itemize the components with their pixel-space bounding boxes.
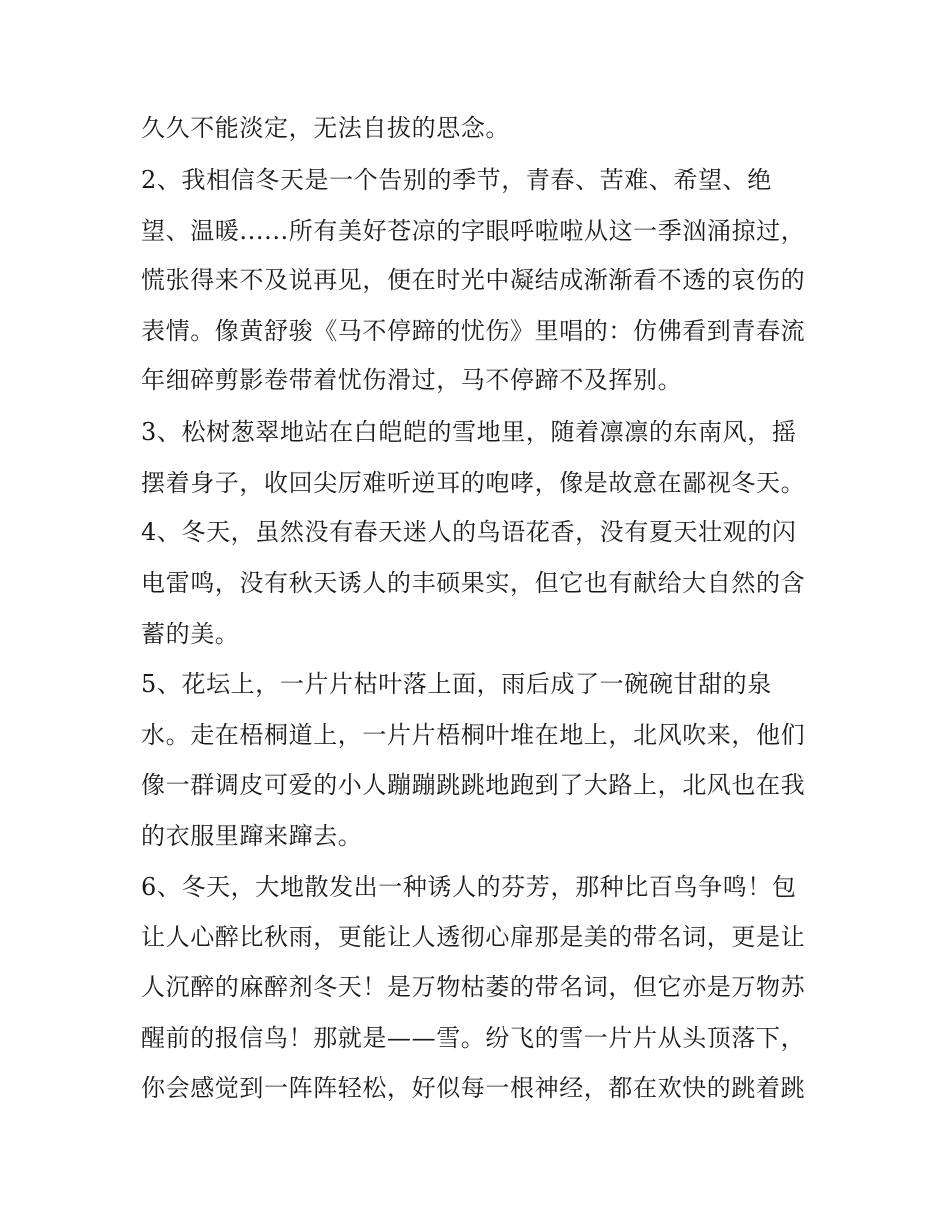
text-line: 年细碎剪影卷带着忧伤滑过，马不停蹄不及挥别。 (141, 366, 683, 394)
text-line: 2、我相信冬天是一个告别的季节，青春、苦难、希望、绝 (141, 166, 772, 194)
text-line: 3、松树葱翠地站在白皑皑的雪地里，随着凛凛的东南风，摇 (141, 418, 797, 446)
text-line: 你会感觉到一阵阵轻松，好似每一根神经，都在欢快的跳着跳 (141, 1074, 806, 1102)
text-line: 摆着身子，收回尖厉难听逆耳的咆哮，像是故意在鄙视冬天。 (141, 469, 806, 497)
text-line: 醒前的报信鸟！那就是——雪。纷飞的雪一片片从头顶落下， (141, 1024, 806, 1052)
text-line: 慌张得来不及说再见，便在时光中凝结成渐渐看不透的哀伤的 (141, 266, 806, 294)
text-line: 6、冬天，大地散发出一种诱人的芬芳，那种比百鸟争鸣！包 (141, 873, 797, 901)
text-line: 电雷鸣，没有秋天诱人的丰硕果实，但它也有献给大自然的含 (141, 569, 806, 597)
text-line: 人沉醉的麻醉剂冬天！是万物枯萎的带名词，但它亦是万物苏 (141, 973, 806, 1001)
text-line: 4、冬天，虽然没有春天迷人的鸟语花香，没有夏天壮观的闪 (141, 518, 797, 546)
text-line: 5、花坛上，一片片枯叶落上面，雨后成了一碗碗甘甜的泉 (141, 670, 772, 698)
text-line: 像一群调皮可爱的小人蹦蹦跳跳地跑到了大路上，北风也在我 (141, 771, 806, 799)
text-line: 的衣服里蹿来蹿去。 (141, 822, 363, 850)
text-line: 让人心醉比秋雨，更能让人透彻心扉那是美的带名词，更是让 (141, 923, 806, 951)
text-line: 望、温暖......所有美好苍凉的字眼呼啦啦从这一季汹涌掠过， (141, 217, 806, 245)
text-line: 水。走在梧桐道上，一片片梧桐叶堆在地上，北风吹来，他们 (141, 721, 806, 749)
text-line: 久久不能淡定，无法自拔的思念。 (141, 114, 510, 142)
text-line: 表情。像黄舒骏《马不停蹄的忧伤》里唱的：仿佛看到青春流 (141, 317, 806, 345)
text-line: 蓄的美。 (141, 620, 240, 648)
